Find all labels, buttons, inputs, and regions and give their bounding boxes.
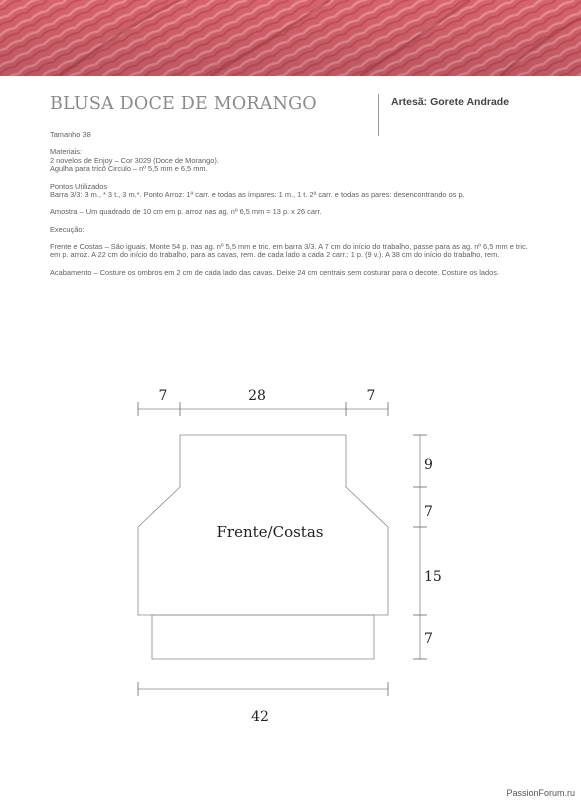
materials-yarn: 2 novelos de Enjoy – Cor 3029 (Doce de Morango).	[50, 155, 219, 165]
pattern-instructions	[50, 131, 530, 286]
execution-heading: Execução:	[50, 224, 85, 234]
garment-diagram	[0, 380, 581, 740]
watermark: PassionForum.ru	[506, 788, 575, 798]
top-width-right: 7	[366, 388, 376, 404]
height-body: 15	[424, 569, 442, 585]
bottom-width: 42	[251, 709, 269, 725]
yarn-photo-banner	[0, 0, 581, 76]
top-width-center: 28	[248, 388, 266, 404]
stitches-heading: Pontos Utilizados	[50, 181, 108, 191]
height-armhole: 9	[424, 457, 433, 473]
materials-block	[50, 148, 530, 174]
sample-text: Amostra – Um quadrado de 10 cm em p. arroz nas ag. nº 6,5 mm = 13 p. x 26 carr.	[50, 207, 322, 217]
height-decrease: 7	[424, 504, 433, 520]
materials-needles: Agulha para tricô Circulo – nº 5,5 mm e 6,5 mm.	[50, 164, 208, 174]
header-divider	[378, 94, 379, 136]
execution-text: Frente e Costas – São iguais. Monte 54 p. nas ag. nº 5,5 mm e tric. em barra 3/3. A 7 cm do início do trabalho, passe para as ag. nº 6,5 mm e tric. em p. arroz. A 22 cm do início do trabalho, para as cavas, rem. de cada lado a cada 2 carr.: 1 p. (9 v.). A 38 cm do início do trabalho, rem.	[50, 241, 528, 260]
top-width-left: 7	[158, 388, 168, 404]
stitches-text: Barra 3/3: 3 m., * 3 t., 3 m.*. Ponto Arroz: 1ª carr. e todas as ímpares: 1 m., 1 t. 2ª carr. e todas as pares: desencontrando os p.	[50, 190, 465, 200]
materials-heading: Materiais:	[50, 147, 83, 157]
author-credit: Artesã: Gorete Andrade	[391, 96, 510, 108]
size-text: Tamanho 38	[50, 130, 91, 139]
finishing-text: Acabamento – Costure os ombros em 2 cm de cada lado das cavas. Deixe 24 cm centrais sem costurar para o decote. Costure os lados.	[50, 267, 499, 277]
pattern-title: BLUSA DOCE DE MORANGO	[50, 94, 317, 114]
stitches-block	[50, 183, 530, 200]
ribbing-outline	[152, 615, 374, 659]
piece-label: Frente/Costas	[216, 523, 324, 541]
height-ribbing: 7	[424, 631, 433, 647]
